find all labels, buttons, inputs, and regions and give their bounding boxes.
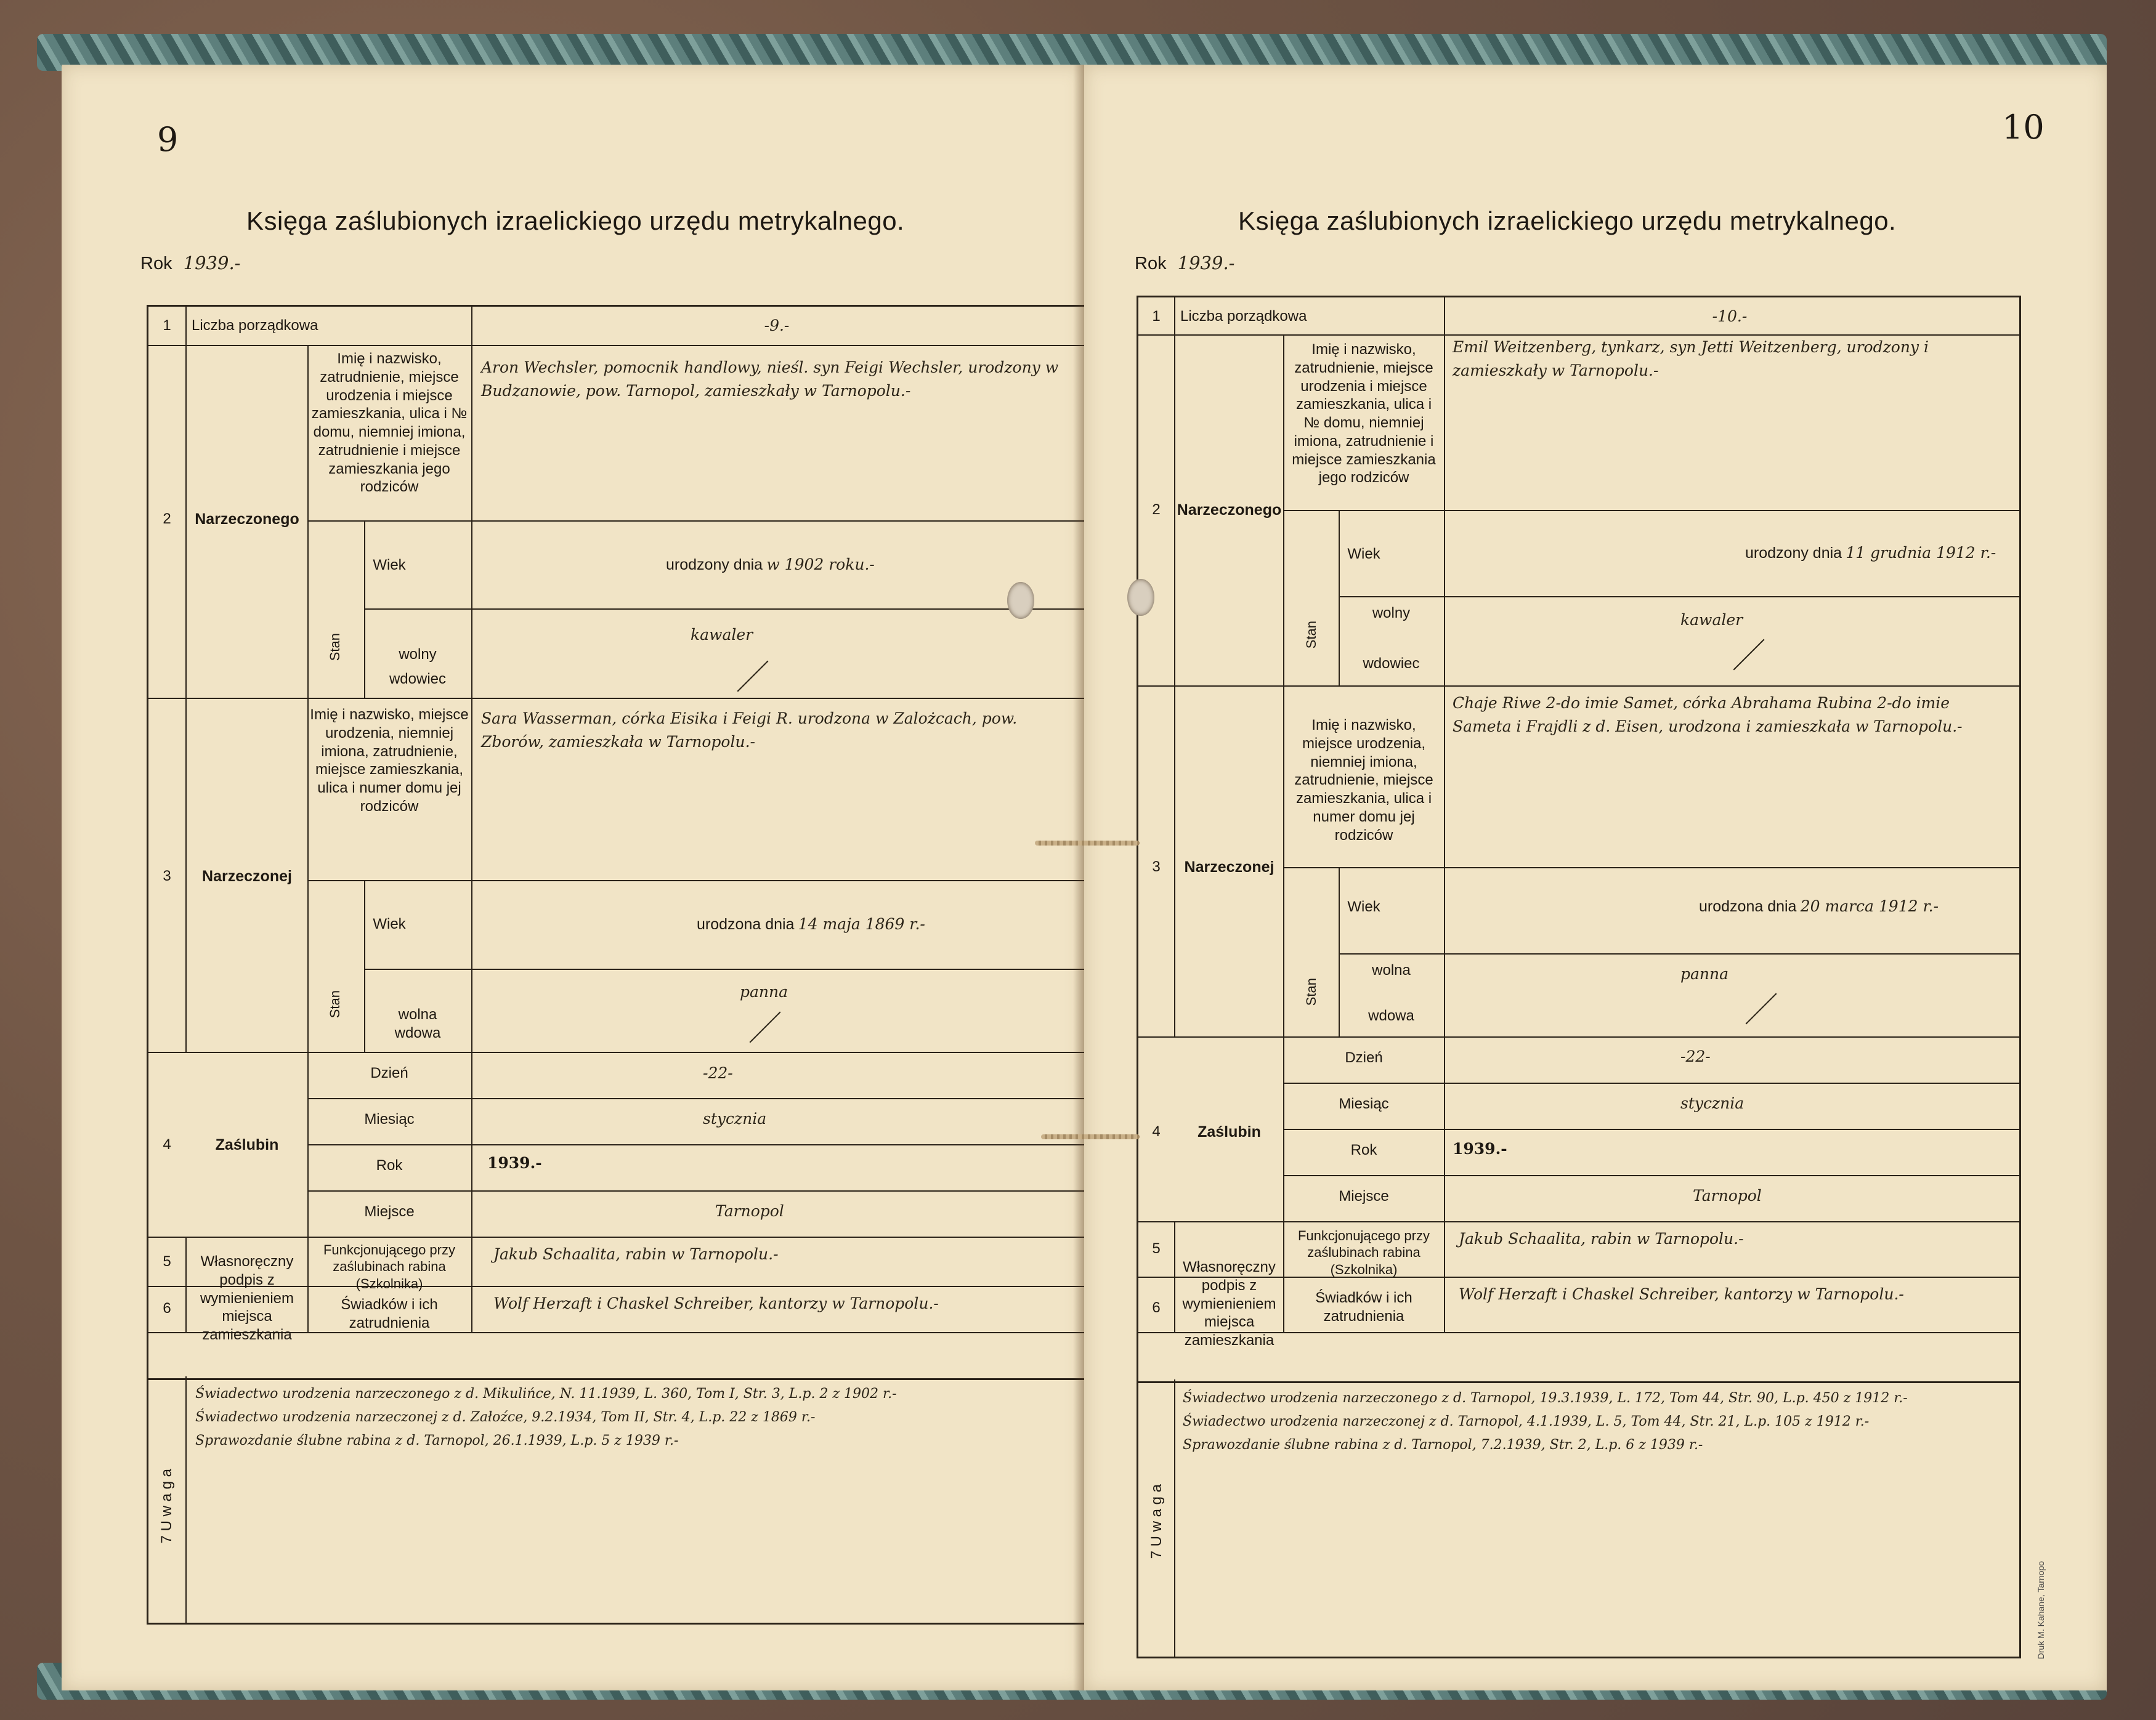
- wedding-place-label: Miejsce: [364, 1203, 415, 1220]
- bride-age-label: Wiek: [373, 916, 406, 932]
- row-number-3: 3: [1152, 858, 1161, 875]
- groom-widower-label: wdowiec: [1363, 655, 1420, 672]
- row-number-6: 6: [1152, 1299, 1161, 1316]
- bride-widow-label: wdowa: [1368, 1007, 1414, 1024]
- bride-widow-label: wdowa: [394, 1025, 441, 1041]
- binding-string: [1041, 1134, 1140, 1139]
- rabbi-label: Funkcjonującego przy zaślubinach rabina (Szkolnika): [1297, 1228, 1430, 1277]
- year-label: Rok: [140, 254, 172, 273]
- row-number-1: 1: [1152, 308, 1161, 325]
- groom-age-label: Wiek: [1347, 546, 1380, 562]
- groom-birth-line: [666, 553, 1072, 577]
- right-page: [1084, 65, 2107, 1690]
- row-number-6: 6: [163, 1300, 171, 1317]
- bride-status-label: Stan: [327, 990, 342, 1019]
- groom-status-label: Stan: [327, 633, 342, 661]
- binding-string: [1035, 841, 1140, 846]
- groom-section-label: Narzeczonego: [195, 511, 299, 528]
- groom-details: Emil Weitzenberg, tynkarz, syn Jetti Weitzenberg, urodzony i zamieszkały w Tarnopolu.-: [1453, 338, 1929, 379]
- left-page: [62, 65, 1084, 1690]
- year-line: [1135, 252, 1234, 274]
- groom-description-label: Imię i nazwisko, zatrudnienie, miejsce urodzenia i miejsce zamieszkania, ulica i № domu, niemniej imiona, zatrudnienie i miejsce zamieszkania jego rodziców: [311, 350, 468, 496]
- page-number: 10: [2002, 108, 2045, 147]
- entry-number-value: -10.-: [1712, 307, 1748, 325]
- groom-single-label: wolny: [1372, 605, 1411, 621]
- groom-status-value: kawaler: [691, 626, 753, 644]
- row-number-4: 4: [1152, 1123, 1161, 1140]
- bride-status-label: Stan: [1303, 978, 1319, 1006]
- wedding-place-value: Tarnopol: [715, 1202, 784, 1220]
- bride-description-label: Imię i nazwisko, miejsce urodzenia, niemniej imiona, zatrudnienie, miejsce zamieszkania, ulica i numer domu jej rodziców: [310, 706, 469, 815]
- wedding-place-label: Miejsce: [1339, 1188, 1389, 1205]
- widow-cancel-mark: [750, 1012, 781, 1043]
- signature-label: Własnoręczny podpis z wymienieniem miejsca zamieszkania: [1182, 1259, 1276, 1349]
- witnesses-signature: Wolf Herzaft i Chaskel Schreiber, kantorzy w Tarnopolu.-: [493, 1294, 939, 1312]
- remark-1: Świadectwo urodzenia narzeczonego z d. Mikulińce, N. 11.1939, L. 360, Tom I, Str. 3, L.p. 2 z 1902 r.-: [195, 1386, 897, 1402]
- marriage-record-table: [147, 305, 1088, 1380]
- year-value: 1939.-: [183, 252, 241, 273]
- groom-born-label: urodzony dnia: [1745, 544, 1842, 562]
- wedding-day-value: -22-: [703, 1064, 733, 1082]
- signature-label: Własnoręczny podpis z wymienieniem miejsca zamieszkania: [200, 1253, 294, 1343]
- page-number: 9: [157, 120, 179, 159]
- wedding-section-label: Zaślubin: [1198, 1123, 1261, 1141]
- wedding-day-value: -22-: [1680, 1048, 1711, 1065]
- widower-cancel-mark: [1733, 639, 1765, 671]
- remark-3: Sprawozdanie ślubne rabina z d. Tarnopol, 7.2.1939, Str. 2, L.p. 6 z 1939 r.-: [1183, 1437, 1703, 1453]
- wedding-year-label: Rok: [376, 1157, 403, 1174]
- binding-hole: [1007, 582, 1034, 619]
- row-number-5: 5: [163, 1253, 171, 1270]
- bride-section-label: Narzeczonej: [202, 868, 292, 885]
- wedding-month-label: Miesiąc: [1339, 1096, 1389, 1112]
- wedding-month-label: Miesiąc: [364, 1111, 415, 1128]
- wedding-place-value: Tarnopol: [1693, 1187, 1762, 1205]
- row-number-3: 3: [163, 868, 171, 884]
- witnesses-label: Świadków i ich zatrudnienia: [1315, 1290, 1412, 1325]
- bride-born-label: urodzona dnia: [1699, 898, 1797, 915]
- groom-description-label: Imię i nazwisko, zatrudnienie, miejsce urodzenia i miejsce zamieszkania, ulica i № domu, niemniej imiona, zatrudnienie i miejsce zamieszkania jego rodziców: [1292, 341, 1436, 487]
- groom-status-value: kawaler: [1680, 611, 1743, 629]
- bride-birth-line: [1699, 895, 2013, 919]
- wedding-day-label: Dzień: [1345, 1049, 1383, 1066]
- bride-birth-date: 14 maja 1869 r.-: [798, 915, 925, 933]
- groom-age-label: Wiek: [373, 557, 406, 573]
- bride-status-value: panna: [1680, 965, 1729, 983]
- page-heading: Księga zaślubionych izraelickiego urzędu metrykalnego.: [1238, 206, 1897, 235]
- widower-cancel-mark: [737, 661, 769, 692]
- row-number-4: 4: [163, 1136, 171, 1153]
- wedding-month-value: stycznia: [703, 1110, 767, 1128]
- bride-single-label: wolna: [1372, 962, 1411, 979]
- entry-number-value: -9.-: [764, 317, 790, 334]
- entry-number-label: Liczba porządkowa: [1180, 308, 1307, 325]
- remarks-box: [1137, 1379, 2021, 1658]
- groom-single-label: wolny: [399, 646, 437, 663]
- groom-birth-date: 11 grudnia 1912 r.-: [1846, 544, 1996, 562]
- bride-description-label: Imię i nazwisko, miejsce urodzenia, niemniej imiona, zatrudnienie, miejsce zamieszkania, ulica i numer domu jej rodziców: [1294, 717, 1433, 844]
- row-number-1: 1: [163, 317, 171, 334]
- wedding-section-label: Zaślubin: [215, 1136, 279, 1153]
- marriage-record-table: [1137, 296, 2021, 1383]
- remarks-label: 7 U w a g a: [158, 1469, 175, 1544]
- remarks-box: [147, 1376, 1088, 1625]
- printer-imprint: Druk M. Kahane, Tarnopo: [2036, 1561, 2046, 1660]
- widow-cancel-mark: [1746, 993, 1777, 1025]
- groom-details: Aron Wechsler, pomocnik handlowy, nieśl. syn Feigi Wechsler, urodzony w Budzanowie, pow. Tarnopol, zamieszkały w Tarnopolu.-: [481, 358, 1059, 400]
- groom-birth-line: [1745, 541, 2016, 565]
- rabbi-signature: Jakub Schaalita, rabin w Tarnopolu.-: [1459, 1230, 1744, 1248]
- bride-section-label: Narzeczonej: [1184, 858, 1275, 876]
- wedding-year-value: 1939.-: [1453, 1140, 1507, 1158]
- groom-widower-label: wdowiec: [389, 671, 447, 687]
- remark-2: Świadectwo urodzenia narzeczonej z d. Załoźce, 9.2.1934, Tom II, Str. 4, L.p. 22 z 1869 r.-: [195, 1410, 816, 1425]
- remark-1: Świadectwo urodzenia narzeczonego z d. Tarnopol, 19.3.1939, L. 172, Tom 44, Str. 90, L.p. 450 z 1912 r.-: [1183, 1391, 1908, 1406]
- remarks-label: 7 U w a g a: [1148, 1484, 1165, 1559]
- wedding-year-value: 1939.-: [487, 1154, 542, 1172]
- bride-birth-line: [697, 913, 1079, 937]
- remark-2: Świadectwo urodzenia narzeczonej z d. Tarnopol, 4.1.1939, L. 5, Tom 44, Str. 21, L.p. 105 z 1912 r.-: [1183, 1414, 1870, 1429]
- rabbi-signature: Jakub Schaalita, rabin w Tarnopolu.-: [493, 1245, 779, 1263]
- year-line: [140, 252, 240, 274]
- row-number-2: 2: [1152, 501, 1161, 518]
- binding-hole: [1127, 579, 1154, 616]
- bride-status-value: panna: [740, 983, 788, 1001]
- groom-birth-date: w 1902 roku.-: [766, 555, 875, 573]
- bride-born-label: urodzona dnia: [697, 916, 795, 933]
- witnesses-label: Świadków i ich zatrudnienia: [341, 1296, 438, 1331]
- page-heading: Księga zaślubionych izraelickiego urzędu metrykalnego.: [246, 206, 905, 235]
- entry-number-label: Liczba porządkowa: [192, 317, 318, 334]
- wedding-day-label: Dzień: [370, 1065, 408, 1081]
- remark-3: Sprawozdanie ślubne rabina z d. Tarnopol, 26.1.1939, L.p. 5 z 1939 r.-: [195, 1433, 679, 1448]
- bride-details: Chaje Riwe 2-do imie Samet, córka Abrahama Rubina 2-do imie Sameta i Frajdli z d. Eisen, urodzona i zamieszkała w Tarnopolu.-: [1453, 694, 1963, 735]
- bride-single-label: wolna: [398, 1006, 437, 1023]
- year-label: Rok: [1135, 254, 1167, 273]
- groom-section-label: Narzeczonego: [1177, 501, 1282, 519]
- bride-age-label: Wiek: [1347, 898, 1380, 915]
- rabbi-label: Funkcjonującego przy zaślubinach rabina (Szkolnika): [323, 1242, 455, 1291]
- row-number-5: 5: [1152, 1240, 1161, 1257]
- row-number-2: 2: [163, 511, 171, 527]
- groom-born-label: urodzony dnia: [666, 556, 763, 573]
- groom-status-label: Stan: [1303, 621, 1319, 649]
- wedding-month-value: stycznia: [1680, 1094, 1745, 1112]
- witnesses-signature: Wolf Herzaft i Chaskel Schreiber, kantorzy w Tarnopolu.-: [1459, 1285, 1904, 1303]
- bride-details: Sara Wasserman, córka Eisika i Feigi R. urodzona w Zalożcach, pow. Zborów, zamieszkała w Tarnopolu.-: [481, 709, 1018, 751]
- year-value: 1939.-: [1177, 252, 1235, 273]
- bride-birth-date: 20 marca 1912 r.-: [1800, 897, 1939, 915]
- wedding-year-label: Rok: [1350, 1142, 1377, 1158]
